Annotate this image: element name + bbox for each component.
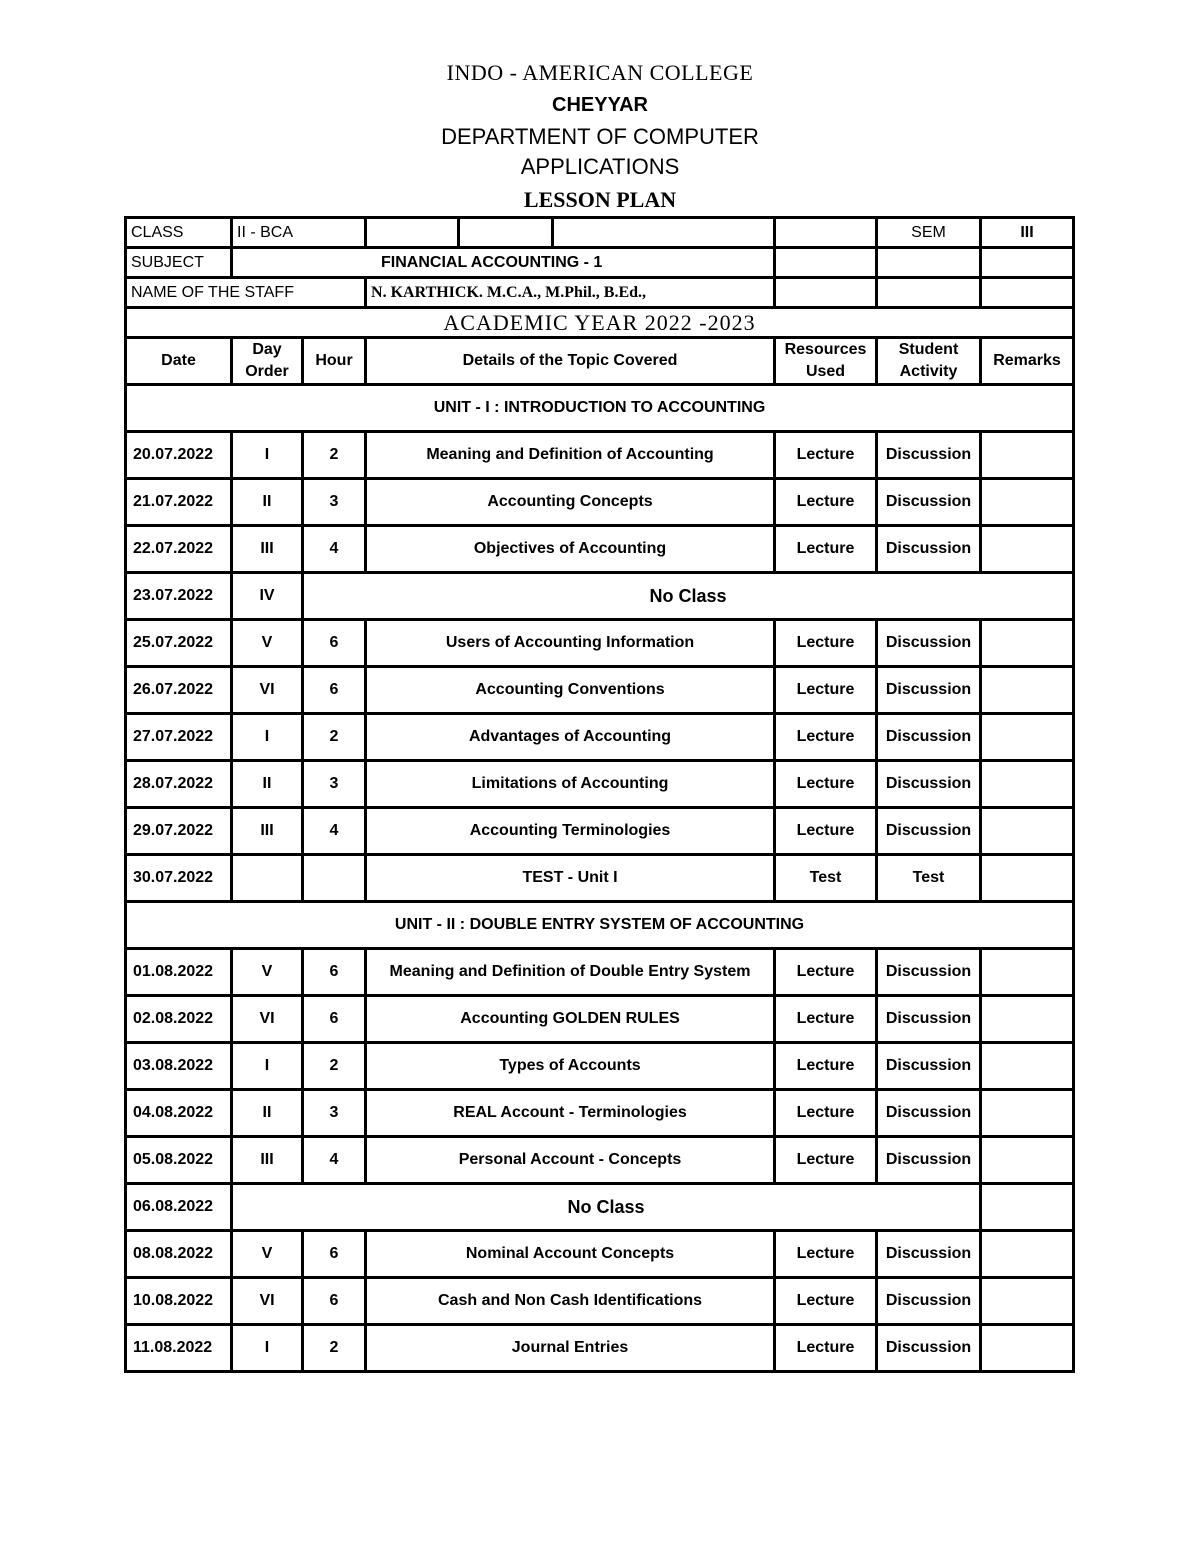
row-day-order: I [232,1325,303,1372]
row-date: 26.07.2022 [126,667,232,714]
column-header-row [126,338,1074,385]
row-day-order: III [232,526,303,573]
row-date: 11.08.2022 [126,1325,232,1372]
lesson-row [126,1325,1074,1372]
row-day-order: VI [232,667,303,714]
class-row [126,218,1074,248]
academic-year-row [126,308,1074,338]
row-activity: Discussion [877,1278,981,1325]
row-topic: Meaning and Definition of Accounting [366,432,775,479]
row-activity: Discussion [877,432,981,479]
row-remarks [981,620,1074,667]
row-remarks [981,1325,1074,1372]
unit-heading-row [126,902,1074,949]
row-date: 29.07.2022 [126,808,232,855]
subject-label: SUBJECT [126,248,232,278]
row-date: 01.08.2022 [126,949,232,996]
row-date: 27.07.2022 [126,714,232,761]
subject-row [126,248,1074,278]
empty-cell [366,218,459,248]
row-activity: Discussion [877,1043,981,1090]
empty-cell [981,278,1074,308]
row-remarks [981,808,1074,855]
row-topic: Users of Accounting Information [366,620,775,667]
row-topic: Cash and Non Cash Identifications [366,1278,775,1325]
row-topic: Accounting Conventions [366,667,775,714]
row-date: 28.07.2022 [126,761,232,808]
lesson-row [126,1231,1074,1278]
row-resources: Lecture [775,432,877,479]
row-remarks [981,667,1074,714]
empty-cell [459,218,553,248]
row-activity: Discussion [877,1137,981,1184]
sem-value: III [981,218,1074,248]
row-day-order: II [232,1090,303,1137]
row-date: 30.07.2022 [126,855,232,902]
academic-year: ACADEMIC YEAR 2022 -2023 [126,308,1074,338]
row-topic: Types of Accounts [366,1043,775,1090]
department-line-2: APPLICATIONS [520,154,680,179]
lesson-row [126,667,1074,714]
row-remarks [981,1278,1074,1325]
row-date: 04.08.2022 [126,1090,232,1137]
sem-label: SEM [877,218,981,248]
row-topic: Advantages of Accounting [366,714,775,761]
row-resources: Lecture [775,949,877,996]
row-resources: Lecture [775,1090,877,1137]
row-resources: Lecture [775,808,877,855]
row-remarks [981,761,1074,808]
row-resources: Lecture [775,667,877,714]
row-activity: Discussion [877,667,981,714]
row-topic: Accounting Terminologies [366,808,775,855]
row-day-order [232,855,303,902]
row-topic: Limitations of Accounting [366,761,775,808]
row-remarks [981,949,1074,996]
no-class-row [126,1184,1074,1231]
empty-cell [553,218,775,248]
row-resources: Lecture [775,1231,877,1278]
row-day-order: VI [232,996,303,1043]
subject-value: FINANCIAL ACCOUNTING - 1 [232,248,775,278]
no-class-text: No Class [232,1184,981,1231]
staff-value: N. KARTHICK. M.C.A., M.Phil., B.Ed., [366,278,775,308]
col-date: Date [126,338,232,385]
row-day-order: V [232,949,303,996]
row-activity: Discussion [877,479,981,526]
row-activity: Discussion [877,620,981,667]
row-day-order: II [232,479,303,526]
row-date: 22.07.2022 [126,526,232,573]
row-day-order: III [232,808,303,855]
row-remarks [981,1043,1074,1090]
row-date: 06.08.2022 [126,1184,232,1231]
row-topic: Meaning and Definition of Double Entry System [366,949,775,996]
row-remarks [981,1231,1074,1278]
row-date: 05.08.2022 [126,1137,232,1184]
row-hour: 3 [303,761,366,808]
row-hour: 6 [303,667,366,714]
lesson-plan-table [124,216,1075,1373]
no-class-row [126,573,1074,620]
row-date: 02.08.2022 [126,996,232,1043]
lesson-row [126,949,1074,996]
row-remarks [981,714,1074,761]
lesson-row [126,808,1074,855]
row-remarks [981,526,1074,573]
row-date: 03.08.2022 [126,1043,232,1090]
empty-cell [877,278,981,308]
row-hour: 2 [303,1325,366,1372]
row-topic: Journal Entries [366,1325,775,1372]
row-remarks [981,996,1074,1043]
row-resources: Test [775,855,877,902]
row-day-order: IV [232,573,303,620]
row-day-order: V [232,620,303,667]
row-day-order: VI [232,1278,303,1325]
lesson-row [126,479,1074,526]
row-resources: Lecture [775,714,877,761]
row-hour: 4 [303,1137,366,1184]
row-resources: Lecture [775,996,877,1043]
college-location: CHEYYAR [552,94,648,116]
row-hour: 6 [303,996,366,1043]
row-activity: Discussion [877,1325,981,1372]
row-date: 10.08.2022 [126,1278,232,1325]
row-activity: Discussion [877,1090,981,1137]
col-resources: Resources Used [775,338,877,385]
lesson-row [126,855,1074,902]
row-day-order: V [232,1231,303,1278]
row-resources: Lecture [775,761,877,808]
row-activity: Discussion [877,808,981,855]
col-topic: Details of the Topic Covered [366,338,775,385]
row-remarks [981,479,1074,526]
row-day-order: II [232,761,303,808]
staff-label: NAME OF THE STAFF [126,278,366,308]
row-remarks [981,432,1074,479]
lesson-row [126,1043,1074,1090]
lesson-row [126,996,1074,1043]
unit-title: UNIT - II : DOUBLE ENTRY SYSTEM OF ACCOUNTING [126,902,1074,949]
lesson-row [126,1278,1074,1325]
row-resources: Lecture [775,526,877,573]
row-day-order: I [232,1043,303,1090]
row-hour: 2 [303,1043,366,1090]
row-hour: 6 [303,1278,366,1325]
row-topic: Personal Account - Concepts [366,1137,775,1184]
row-date: 21.07.2022 [126,479,232,526]
row-hour: 2 [303,432,366,479]
lesson-row [126,432,1074,479]
row-hour: 2 [303,714,366,761]
row-date: 20.07.2022 [126,432,232,479]
class-value: II - BCA [232,218,366,248]
row-hour: 3 [303,1090,366,1137]
row-activity: Discussion [877,714,981,761]
row-remarks [981,1184,1074,1231]
row-topic: REAL Account - Terminologies [366,1090,775,1137]
row-activity: Test [877,855,981,902]
row-resources: Lecture [775,1325,877,1372]
lesson-row [126,1090,1074,1137]
row-hour: 3 [303,479,366,526]
row-resources: Lecture [775,1137,877,1184]
lesson-row [126,620,1074,667]
empty-cell [877,248,981,278]
row-topic: TEST - Unit I [366,855,775,902]
lesson-row [126,761,1074,808]
row-activity: Discussion [877,949,981,996]
class-label: CLASS [126,218,232,248]
row-remarks [981,1137,1074,1184]
row-topic: Accounting Concepts [366,479,775,526]
row-hour [303,855,366,902]
row-topic: Nominal Account Concepts [366,1231,775,1278]
col-hour: Hour [303,338,366,385]
col-remarks: Remarks [981,338,1074,385]
row-resources: Lecture [775,479,877,526]
row-resources: Lecture [775,620,877,667]
row-day-order: III [232,1137,303,1184]
department-name [0,122,1200,182]
col-day-order: Day Order [232,338,303,385]
staff-row [126,278,1074,308]
row-hour: 6 [303,949,366,996]
row-hour: 6 [303,1231,366,1278]
row-date: 08.08.2022 [126,1231,232,1278]
lesson-row [126,1137,1074,1184]
row-topic: Accounting GOLDEN RULES [366,996,775,1043]
row-day-order: I [232,714,303,761]
row-remarks [981,1090,1074,1137]
unit-title: UNIT - I : INTRODUCTION TO ACCOUNTING [126,385,1074,432]
row-resources: Lecture [775,1043,877,1090]
row-topic: Objectives of Accounting [366,526,775,573]
row-remarks [981,855,1074,902]
no-class-text: No Class [303,573,1074,620]
document-title: LESSON PLAN [523,187,677,212]
col-activity: Student Activity [877,338,981,385]
empty-cell [775,218,877,248]
row-day-order: I [232,432,303,479]
row-hour: 4 [303,808,366,855]
row-hour: 4 [303,526,366,573]
department-line-1: DEPARTMENT OF COMPUTER [441,124,759,149]
empty-cell [981,248,1074,278]
empty-cell [775,248,877,278]
row-date: 23.07.2022 [126,573,232,620]
college-name: INDO - AMERICAN COLLEGE [446,60,754,85]
row-activity: Discussion [877,761,981,808]
empty-cell [775,278,877,308]
row-date: 25.07.2022 [126,620,232,667]
row-activity: Discussion [877,996,981,1043]
lesson-row [126,526,1074,573]
row-resources: Lecture [775,1278,877,1325]
unit-heading-row [126,385,1074,432]
row-activity: Discussion [877,1231,981,1278]
row-activity: Discussion [877,526,981,573]
row-hour: 6 [303,620,366,667]
lesson-row [126,714,1074,761]
